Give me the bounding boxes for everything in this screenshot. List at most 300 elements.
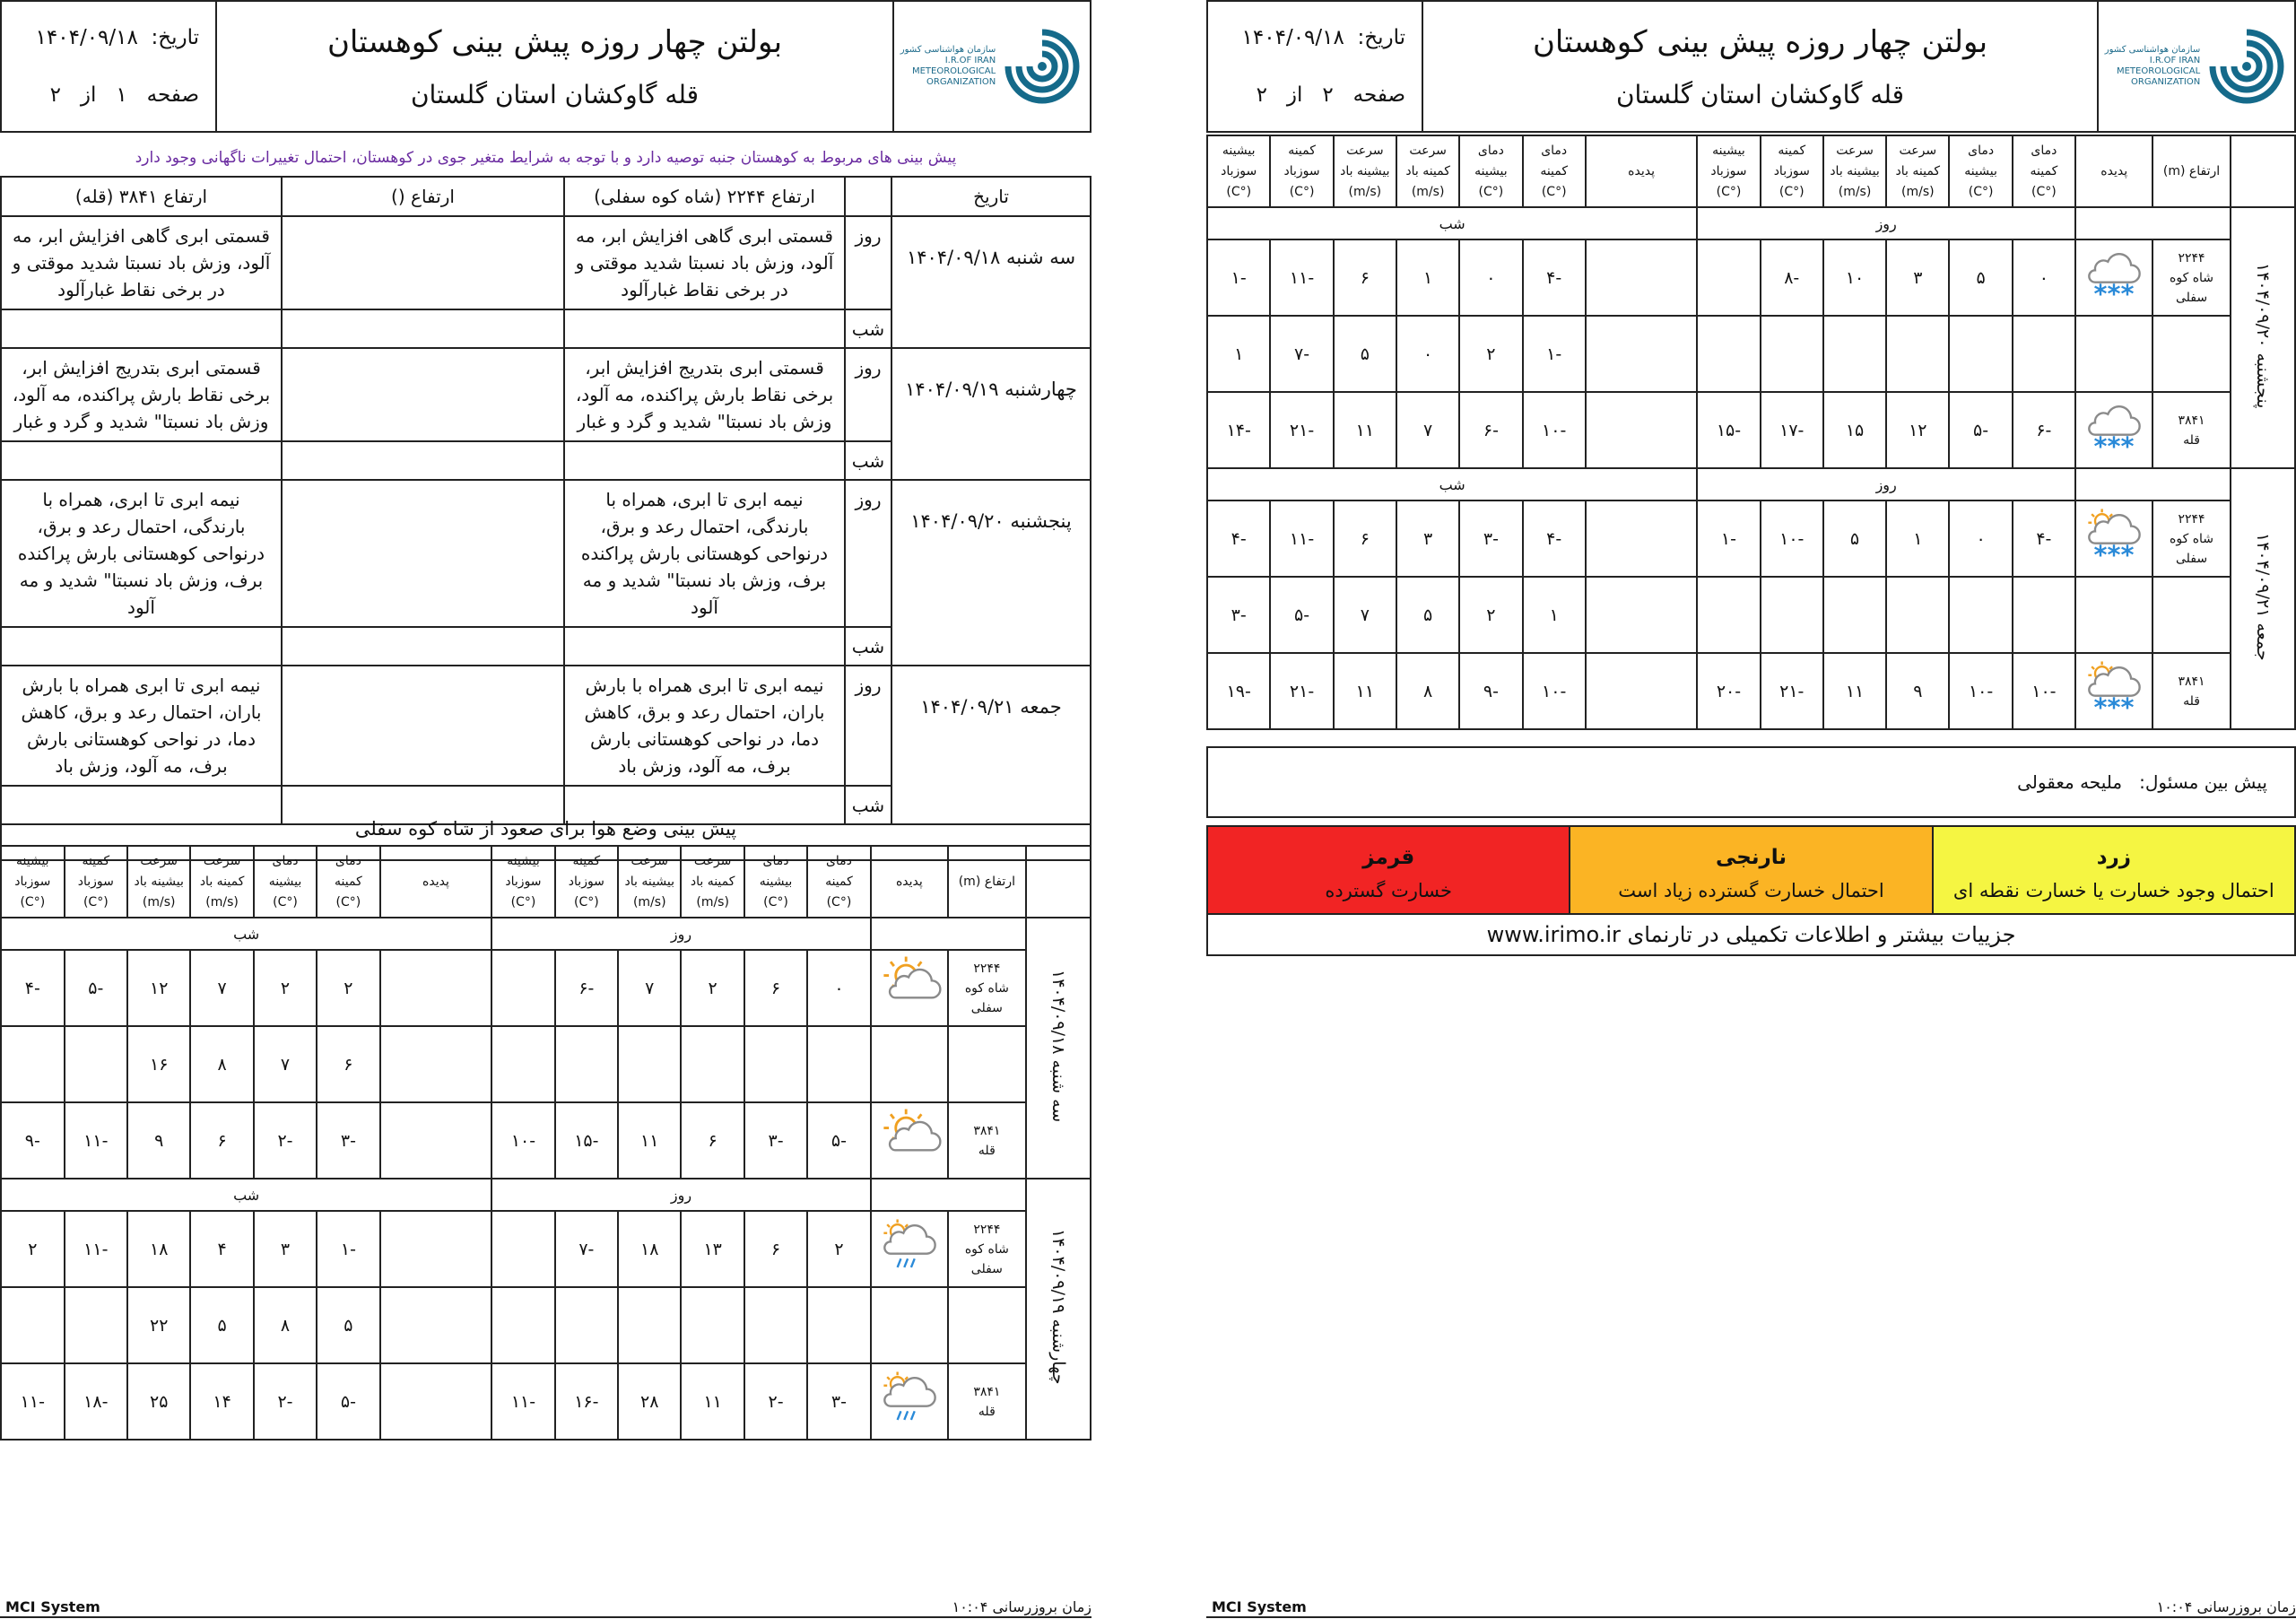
night-value: -۳ bbox=[1459, 500, 1522, 577]
table-row bbox=[1207, 392, 2295, 468]
col-header-line: (m/s) bbox=[696, 894, 729, 910]
col-header bbox=[190, 846, 253, 918]
day-value: -۶ bbox=[555, 950, 618, 1026]
col-header-line: کمینه bbox=[1778, 143, 1806, 158]
col-header-line: (m/s) bbox=[1901, 184, 1935, 199]
day-value: ۲۸ bbox=[618, 1363, 681, 1440]
night-value: ۸ bbox=[1396, 653, 1459, 729]
night-value: ۵ bbox=[190, 1287, 253, 1363]
col-header-line: (°C) bbox=[1289, 184, 1315, 199]
night-value: ۰ bbox=[1459, 239, 1522, 316]
date-value: ۱۴۰۴/۰۹/۱۸ bbox=[1241, 26, 1344, 49]
col-header bbox=[1459, 135, 1522, 207]
day-value bbox=[1761, 316, 1823, 392]
day-value: ۱۸ bbox=[618, 1211, 681, 1287]
night-value: -۱۱ bbox=[65, 1211, 127, 1287]
altitude-cell bbox=[948, 1102, 1025, 1179]
night-value: -۴ bbox=[1, 950, 65, 1026]
col-altitude: ارتفاع (m) bbox=[2152, 135, 2230, 207]
day-value: ۰ bbox=[2013, 239, 2075, 316]
night-label: شب bbox=[845, 309, 891, 348]
day-value: -۲۱ bbox=[1761, 653, 1823, 729]
col-header-line: کمینه باد bbox=[1895, 163, 1941, 178]
summary-day-row bbox=[1, 666, 1091, 786]
night-value: ۹ bbox=[127, 1102, 190, 1179]
day-value: -۳ bbox=[807, 1363, 870, 1440]
col-header-line: (°C) bbox=[510, 894, 536, 910]
night-value: ۲ bbox=[254, 950, 317, 1026]
disclaimer-note: پیش بینی های مربوط به کوهستان جنبه توصیه دارد و با توجه به شرایط متغیر جوی در کوهستان، احتمال تغییرات ناگهانی وجود دارد bbox=[135, 149, 957, 167]
col-header-line: (°C) bbox=[574, 894, 599, 910]
altitude-value: ۳۸۴۱ bbox=[973, 1123, 1001, 1138]
altitude-value: ۲۲۴۴ bbox=[2178, 250, 2205, 265]
altitude-value: ۳۸۴۱ bbox=[2178, 413, 2205, 428]
forecast-2244: قسمتی ابری گاهی افزایش ابر، مه آلود، وزش باد نسبتا شدید موقتی و در برخی نقاط غبارآلود bbox=[564, 216, 845, 309]
day-value bbox=[618, 1026, 681, 1102]
day-label: روز bbox=[491, 1179, 870, 1211]
day-value: ۱۲ bbox=[1886, 392, 1949, 468]
forecast-2244: قسمتی ابری بتدریج افزایش ابر، برخی نقاط بارش پراکنده، مه آلود، وزش باد نسبتا" شدید و گرد و غبار bbox=[564, 348, 845, 441]
logo-line-3: METEOROLOGICAL bbox=[2116, 66, 2201, 76]
night-value bbox=[65, 1287, 127, 1363]
day-value: -۳ bbox=[744, 1102, 807, 1179]
warning-levels bbox=[1206, 825, 2296, 956]
day-value: ۶ bbox=[744, 1211, 807, 1287]
night-value: ۷ bbox=[1334, 577, 1396, 653]
phenomenon-cell bbox=[871, 1211, 948, 1287]
col-header bbox=[1886, 135, 1949, 207]
night-value: ۵ bbox=[1334, 316, 1396, 392]
col-header bbox=[1949, 135, 2012, 207]
date-box bbox=[1, 1, 216, 132]
col-header-line: (°C) bbox=[1779, 184, 1805, 199]
forecast-2244: نیمه ابری تا ابری همراه با بارش باران، احتمال رعد و برق، کاهش دما، در نواحی کوهستانی بارش برف، مه آلود، وزش باد bbox=[564, 666, 845, 786]
col-header bbox=[807, 846, 870, 918]
col-header-line: کمینه bbox=[1288, 143, 1316, 158]
day-night-row bbox=[1207, 207, 2295, 239]
col-header-line: کمینه باد bbox=[690, 874, 735, 889]
logo-line-1: سازمان هواشناسی کشور bbox=[2104, 45, 2201, 55]
col-header-line: (m/s) bbox=[1348, 184, 1382, 199]
level-desc: خسارت گسترده bbox=[1325, 880, 1453, 901]
day-value: ۶ bbox=[681, 1102, 744, 1179]
table-row bbox=[1, 1211, 1091, 1287]
summary-date: جمعه ۱۴۰۴/۰۹/۲۱ bbox=[891, 666, 1091, 824]
summary-date: پنجشنبه ۱۴۰۴/۰۹/۲۰ bbox=[891, 480, 1091, 666]
irimo-emblem-icon bbox=[1001, 25, 1083, 108]
day-label: روز bbox=[845, 666, 891, 786]
night-value: -۹ bbox=[1, 1102, 65, 1179]
day-value: ۰ bbox=[1949, 500, 2012, 577]
col-header-line: سوزباد bbox=[1773, 163, 1810, 178]
day-value: ۱۱ bbox=[1823, 653, 1886, 729]
day-value bbox=[1697, 316, 1760, 392]
logo-line-4: ORGANIZATION bbox=[2131, 77, 2201, 87]
col-header-line: سرعت bbox=[1836, 143, 1874, 158]
altitude-value: ۳۸۴۱ bbox=[973, 1384, 1001, 1399]
phenomenon-cell bbox=[871, 950, 948, 1026]
system-name: MCI System bbox=[5, 1598, 100, 1615]
day-value bbox=[1823, 577, 1886, 653]
phenomenon-cell bbox=[2075, 500, 2152, 577]
forecaster-name: ملیحه معقولی bbox=[2017, 771, 2123, 793]
night-phenomenon-cell bbox=[1586, 500, 1698, 577]
page-number: ۲ bbox=[1322, 83, 1334, 107]
day-value: ۱۳ bbox=[681, 1211, 744, 1287]
day-value: -۷ bbox=[555, 1211, 618, 1287]
day-label: روز bbox=[845, 216, 891, 309]
table-row bbox=[1, 1287, 1091, 1363]
col-header-line: دمای bbox=[762, 853, 789, 868]
night-value: ۸ bbox=[190, 1026, 253, 1102]
day-value bbox=[1697, 239, 1760, 316]
night-phenomenon-cell bbox=[1586, 577, 1698, 653]
day-value: ۱۱ bbox=[681, 1363, 744, 1440]
night-value bbox=[1, 1026, 65, 1102]
col-header-line: (°C) bbox=[1541, 184, 1567, 199]
col-header-line: (m/s) bbox=[205, 894, 239, 910]
forecaster-box bbox=[1206, 746, 2296, 818]
forecast-date bbox=[2231, 207, 2295, 468]
col-header-line: سرعت bbox=[1899, 143, 1937, 158]
day-value: ۵ bbox=[1949, 239, 2012, 316]
col-header bbox=[1761, 135, 1823, 207]
altitude-cell bbox=[948, 950, 1025, 1026]
forecast-date-text: پنجشنبه ۱۴۰۴/۰۹/۲۰ bbox=[2252, 262, 2273, 409]
day-value: ۱۱ bbox=[618, 1102, 681, 1179]
date-label: تاریخ: bbox=[1357, 26, 1405, 49]
irimo-emblem-icon bbox=[2205, 25, 2288, 108]
bulletin-title: بولتن چهار روزه پیش بینی کوهستان bbox=[326, 23, 783, 60]
summary-table bbox=[0, 176, 1091, 861]
col-header-line: سوزباد bbox=[568, 874, 604, 889]
night-value: -۷ bbox=[1270, 316, 1333, 392]
col-header-line: سرعت bbox=[203, 853, 241, 868]
phenomenon-cell bbox=[871, 1363, 948, 1440]
night-value: ۴ bbox=[190, 1211, 253, 1287]
day-value bbox=[618, 1287, 681, 1363]
page-number: ۱ bbox=[116, 83, 127, 107]
col-header bbox=[618, 846, 681, 918]
altitude-cell bbox=[2152, 239, 2230, 316]
night-value: -۳ bbox=[317, 1102, 379, 1179]
day-value: -۱۱ bbox=[491, 1363, 554, 1440]
night-value: -۱۱ bbox=[65, 1102, 127, 1179]
col-header-line: کمینه bbox=[82, 853, 110, 868]
night-value: -۱۱ bbox=[1270, 500, 1333, 577]
day-value: -۲ bbox=[744, 1363, 807, 1440]
night-value: ۱۱ bbox=[1334, 392, 1396, 468]
day-value bbox=[1886, 316, 1949, 392]
day-value: ۲ bbox=[807, 1211, 870, 1287]
col-header-line: سوزباد bbox=[14, 874, 51, 889]
night-value: ۰ bbox=[1396, 316, 1459, 392]
night-value: ۶ bbox=[1334, 239, 1396, 316]
col-header-line: سوزباد bbox=[1283, 163, 1320, 178]
night-label: شب bbox=[845, 441, 891, 480]
col-header bbox=[555, 846, 618, 918]
col-header-line: بیشینه باد bbox=[134, 874, 184, 889]
col-header-line: بیشینه bbox=[1964, 163, 1997, 178]
forecast-date bbox=[1026, 1179, 1091, 1440]
day-value: ۹ bbox=[1886, 653, 1949, 729]
col-header-line: (°C) bbox=[1226, 184, 1252, 199]
night-value: ۶ bbox=[317, 1026, 379, 1102]
night-value: ۱۸ bbox=[127, 1211, 190, 1287]
table-row bbox=[1, 1363, 1091, 1440]
col-header-line: سرعت bbox=[631, 853, 669, 868]
col-alt-empty: ارتفاع () bbox=[282, 177, 564, 216]
phenomenon-cell bbox=[2075, 392, 2152, 468]
col-header-line: سرعت bbox=[693, 853, 732, 868]
night-phenomenon-cell bbox=[380, 950, 492, 1026]
day-value: -۸ bbox=[1761, 239, 1823, 316]
sun-snow-icon bbox=[2076, 502, 2152, 575]
night-value: ۱۱ bbox=[1334, 653, 1396, 729]
logo-line-2: I.R.OF IRAN bbox=[2149, 56, 2201, 65]
day-value: -۱۷ bbox=[1761, 392, 1823, 468]
of-label: از bbox=[1286, 83, 1303, 107]
col-header-line: (°C) bbox=[1968, 184, 1994, 199]
day-value bbox=[807, 1026, 870, 1102]
altitude-name: شاه کوه سفلی bbox=[964, 980, 1009, 1015]
night-value: ۱ bbox=[1207, 316, 1270, 392]
warning-level-2 bbox=[1208, 827, 1569, 913]
table-row bbox=[1207, 239, 2295, 316]
cloud-snow-icon bbox=[2076, 241, 2152, 314]
night-phenomenon-cell bbox=[1586, 316, 1698, 392]
day-value: -۱۰ bbox=[1949, 653, 2012, 729]
night-value: -۳ bbox=[1207, 577, 1270, 653]
col-header-line: بیشینه bbox=[1222, 143, 1256, 158]
night-value: -۹ bbox=[1459, 653, 1522, 729]
day-value bbox=[1697, 577, 1760, 653]
forecast-date-text: جمعه ۱۴۰۴/۰۹/۲۱ bbox=[2252, 532, 2273, 661]
forecast-empty bbox=[282, 216, 564, 309]
phenomenon-cell bbox=[2075, 577, 2152, 653]
day-value: ۱ bbox=[1886, 500, 1949, 577]
day-night-row bbox=[1207, 468, 2295, 500]
night-value: ۷ bbox=[1396, 392, 1459, 468]
title-box bbox=[1422, 1, 2098, 132]
day-value: ۲ bbox=[681, 950, 744, 1026]
more-info-link[interactable]: جزییات بیشتر و اطلاعات تکمیلی در تارنمای www.irimo.ir bbox=[1208, 913, 2294, 954]
night-label: شب bbox=[1207, 207, 1697, 239]
night-value: -۱۱ bbox=[1270, 239, 1333, 316]
col-header-line: کمینه bbox=[825, 874, 853, 889]
warning-level-0 bbox=[1932, 827, 2294, 913]
col-header bbox=[1270, 135, 1333, 207]
col-header-line: (°C) bbox=[763, 894, 788, 910]
day-value bbox=[491, 1287, 554, 1363]
night-phenomenon-cell bbox=[380, 1211, 492, 1287]
night-value: -۱۸ bbox=[65, 1363, 127, 1440]
col-header-line: سرعت bbox=[140, 853, 178, 868]
col-header-line: کمینه bbox=[335, 874, 362, 889]
altitude-cell bbox=[948, 1363, 1025, 1440]
page-total: ۲ bbox=[1256, 83, 1267, 107]
col-header-line: سوزباد bbox=[1221, 163, 1257, 178]
summary-date: سه شنبه ۱۴۰۴/۰۹/۱۸ bbox=[891, 216, 1091, 348]
of-label: از bbox=[80, 83, 97, 107]
bulletin-title: بولتن چهار روزه پیش بینی کوهستان bbox=[1532, 23, 1988, 60]
cloud-snow-icon bbox=[2076, 394, 2152, 466]
col-header-line: کمینه bbox=[2030, 163, 2058, 178]
day-value: -۱۰ bbox=[1761, 500, 1823, 577]
day-label: روز bbox=[1697, 207, 2075, 239]
svg-text:***: *** bbox=[2093, 278, 2135, 309]
day-value: ۰ bbox=[807, 950, 870, 1026]
day-value: ۷ bbox=[618, 950, 681, 1026]
night-value: -۲ bbox=[254, 1363, 317, 1440]
table-row bbox=[1207, 500, 2295, 577]
col-header-line: سوزباد bbox=[1710, 163, 1747, 178]
night-value: ۱ bbox=[1396, 239, 1459, 316]
night-value: ۱۶ bbox=[127, 1026, 190, 1102]
night-value: -۱۰ bbox=[1523, 653, 1586, 729]
col-header-line: کمینه باد bbox=[199, 874, 245, 889]
level-title: قرمز bbox=[1362, 846, 1415, 869]
night-label: شب bbox=[1, 918, 491, 950]
night-phenomenon-cell bbox=[380, 1026, 492, 1102]
phenomenon-cell bbox=[2075, 316, 2152, 392]
col-header-line: (°C) bbox=[826, 894, 852, 910]
day-value bbox=[807, 1287, 870, 1363]
col-header bbox=[491, 846, 554, 918]
day-value bbox=[744, 1026, 807, 1102]
night-value: ۱ bbox=[1523, 577, 1586, 653]
climb-forecast-table bbox=[0, 845, 1091, 1441]
col-header bbox=[317, 846, 379, 918]
col-phenomenon: پدیده bbox=[871, 846, 948, 918]
date-label: تاریخ: bbox=[151, 26, 199, 49]
altitude-cell bbox=[948, 1026, 1025, 1102]
day-value bbox=[491, 1211, 554, 1287]
table-row bbox=[1, 1026, 1091, 1102]
col-header-line: (m/s) bbox=[142, 894, 176, 910]
logo-line-1: سازمان هواشناسی کشور bbox=[900, 45, 996, 55]
col-header-line: دمای bbox=[272, 853, 299, 868]
night-value: ۸ bbox=[254, 1287, 317, 1363]
col-header-line: (°C) bbox=[335, 894, 361, 910]
day-value: -۴ bbox=[2013, 500, 2075, 577]
col-header-line: بیشینه bbox=[759, 874, 793, 889]
col-phenomenon: پدیده bbox=[2075, 135, 2152, 207]
page-label: صفحه bbox=[146, 83, 199, 107]
altitude-name: شاه کوه سفلی bbox=[2170, 270, 2214, 305]
day-value: ۱۰ bbox=[1823, 239, 1886, 316]
day-value bbox=[1949, 577, 2012, 653]
altitude-value: ۳۸۴۱ bbox=[2178, 674, 2205, 689]
day-value bbox=[1886, 577, 1949, 653]
sun-snow-icon bbox=[2076, 655, 2152, 727]
col-header-line: بیشینه bbox=[507, 853, 540, 868]
forecast-2244: نیمه ابری تا ابری، همراه با بارندگی، احتمال رعد و برق، درنواحی کوهستانی بارش پراکنده برف، وزش باد نسبتا" شدید و مه آلود bbox=[564, 480, 845, 627]
forecast-3841: نیمه ابری تا ابری، همراه با بارندگی، احتمال رعد و برق، درنواحی کوهستانی بارش پراکنده برف، وزش باد نسبتا" شدید و مه آلود bbox=[1, 480, 282, 627]
day-value: ۳ bbox=[1886, 239, 1949, 316]
altitude-cell bbox=[2152, 577, 2230, 653]
col-header-line: بیشینه باد bbox=[1830, 163, 1880, 178]
level-desc: احتمال وجود خسارت یا خسارت نقطه ای bbox=[1952, 880, 2274, 901]
day-value bbox=[1823, 316, 1886, 392]
col-header-line: کمینه bbox=[1540, 163, 1569, 178]
day-value bbox=[555, 1287, 618, 1363]
night-label: شب bbox=[845, 786, 891, 824]
day-label: روز bbox=[845, 348, 891, 441]
col-header bbox=[1334, 135, 1396, 207]
altitude-cell bbox=[2152, 653, 2230, 729]
night-value: -۵ bbox=[65, 950, 127, 1026]
col-header bbox=[1523, 135, 1586, 207]
phenomenon-cell bbox=[2075, 239, 2152, 316]
night-value: ۷ bbox=[254, 1026, 317, 1102]
night-value: ۲ bbox=[1459, 577, 1522, 653]
altitude-cell bbox=[948, 1211, 1025, 1287]
night-value: -۱۴ bbox=[1207, 392, 1270, 468]
col-header-line: کمینه باد bbox=[1405, 163, 1450, 178]
night-value: -۲۱ bbox=[1270, 653, 1333, 729]
col-header bbox=[744, 846, 807, 918]
night-value: -۴ bbox=[1523, 239, 1586, 316]
col-header-line: بیشینه bbox=[16, 853, 49, 868]
col-header-line: (m/s) bbox=[1411, 184, 1445, 199]
altitude-cell bbox=[2152, 316, 2230, 392]
climb-forecast-title: پیش بینی وضع هوا برای صعود از شاه کوه سفلی bbox=[354, 818, 737, 840]
svg-text:***: *** bbox=[2093, 431, 2135, 462]
altitude-cell bbox=[948, 1287, 1025, 1363]
night-value: -۲۱ bbox=[1270, 392, 1333, 468]
page-label: صفحه bbox=[1352, 83, 1405, 107]
col-date: تاریخ bbox=[891, 177, 1091, 216]
night-value: -۵ bbox=[317, 1363, 379, 1440]
day-value bbox=[681, 1287, 744, 1363]
day-value bbox=[2013, 316, 2075, 392]
col-header bbox=[1207, 135, 1270, 207]
sun-cloud-icon bbox=[872, 952, 947, 1024]
day-value: -۱ bbox=[1697, 500, 1760, 577]
day-night-row bbox=[1, 1179, 1091, 1211]
night-value: ۵ bbox=[317, 1287, 379, 1363]
day-value: -۵ bbox=[807, 1102, 870, 1179]
altitude-cell bbox=[2152, 392, 2230, 468]
altitude-cell bbox=[2152, 500, 2230, 577]
night-value: ۲۲ bbox=[127, 1287, 190, 1363]
col-header bbox=[1396, 135, 1459, 207]
col-header bbox=[1823, 135, 1886, 207]
night-value: ۷ bbox=[190, 950, 253, 1026]
day-label: روز bbox=[491, 918, 870, 950]
altitude-name: قله bbox=[2183, 432, 2200, 448]
svg-text:***: *** bbox=[2093, 539, 2135, 570]
title-box bbox=[216, 1, 893, 132]
col-header-line: (m/s) bbox=[632, 894, 666, 910]
day-value: -۱۵ bbox=[1697, 392, 1760, 468]
summary-day-row bbox=[1, 480, 1091, 627]
forecaster-label: پیش بین مسئول: bbox=[2139, 771, 2267, 793]
night-value: -۵ bbox=[1270, 577, 1333, 653]
night-value: -۶ bbox=[1459, 392, 1522, 468]
sun-cloud-icon bbox=[872, 1104, 947, 1177]
night-label: شب bbox=[1, 1179, 491, 1211]
forecast-date bbox=[2231, 468, 2295, 729]
table-header-row bbox=[1207, 135, 2295, 207]
summary-day-row bbox=[1, 348, 1091, 441]
update-time: زمان بروزرسانی ۱۰:۰۴ bbox=[952, 1598, 1091, 1615]
forecast-date-text: چهارشنبه ۱۴۰۴/۰۹/۱۹ bbox=[1048, 1229, 1068, 1385]
level-desc: احتمال خسارت گسترده زیاد است bbox=[1618, 880, 1884, 901]
night-label: شب bbox=[1207, 468, 1697, 500]
forecast-3841: نیمه ابری تا ابری همراه با بارش باران، احتمال رعد و برق، کاهش دما، در نواحی کوهستانی بارش برف، مه آلود، وزش باد bbox=[1, 666, 282, 786]
